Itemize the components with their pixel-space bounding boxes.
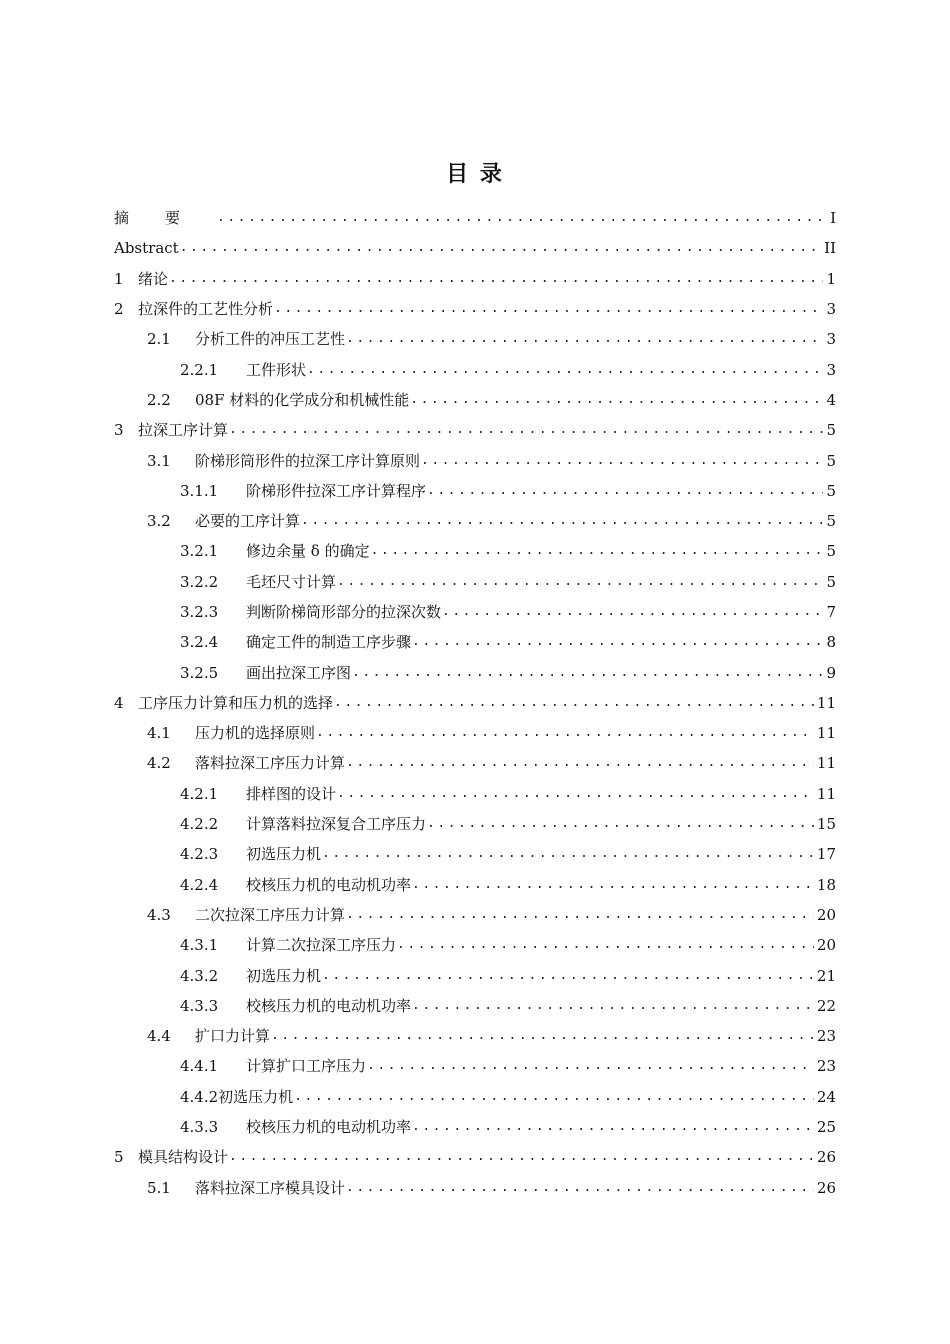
toc-entry-text: 拉深工序计算: [138, 421, 229, 440]
toc-entry-number: 3: [114, 421, 124, 440]
toc-entry-number: 3.2.4: [180, 633, 219, 652]
toc-entry-number: 4.2: [147, 754, 171, 773]
toc-entry-label: [180, 935, 396, 955]
toc-entry-text: 校核压力机的电动机功率: [246, 1118, 412, 1137]
toc-entry-number: 5.1: [147, 1178, 171, 1197]
toc-entry-label: [180, 814, 426, 834]
toc-dot-leader: [274, 299, 823, 319]
toc-entry[interactable]: [114, 627, 836, 657]
toc-dot-leader: [442, 602, 823, 622]
toc-entry-page: 25: [816, 1118, 836, 1137]
toc-entry-page: 9: [826, 663, 836, 682]
toc-entry-number: 4.2.4: [180, 875, 219, 894]
toc-entry-number: 4.4.2: [180, 1087, 219, 1106]
toc-entry-label: [147, 905, 345, 925]
toc-entry[interactable]: [114, 991, 836, 1021]
toc-entry-label: [147, 451, 420, 471]
toc-entry[interactable]: [114, 930, 836, 960]
toc-dot-leader: [412, 875, 814, 895]
toc-entry-page: I: [830, 209, 836, 228]
toc-entry-number: 5: [114, 1148, 124, 1167]
toc-entry-text: 08F 材料的化学成分和机械性能: [195, 390, 410, 409]
toc-dot-leader: [397, 935, 814, 955]
toc-dot-leader: [169, 269, 823, 289]
toc-entry[interactable]: [114, 264, 836, 294]
toc-entry[interactable]: [114, 1051, 836, 1081]
toc-entry-label: [114, 269, 168, 289]
toc-entry-number: 3.2.2: [180, 572, 219, 591]
toc-entry-text: 模具结构设计: [138, 1148, 229, 1167]
toc-entry-label: [147, 1178, 345, 1198]
toc-entry-text: 绪论: [138, 269, 169, 288]
toc-entry-page: 18: [816, 875, 836, 894]
toc-entry-page: 11: [816, 724, 836, 743]
toc-entry-label: [180, 602, 441, 622]
toc-entry-number: 1: [114, 269, 124, 288]
toc-entry-text: 确定工件的制造工序步骤: [246, 633, 412, 652]
toc-dot-leader: [427, 481, 823, 501]
toc-entry[interactable]: [114, 294, 836, 324]
toc-dot-leader: [217, 208, 827, 228]
toc-entry-label: [180, 632, 411, 652]
toc-entry-label: [180, 1056, 366, 1076]
toc-entry-number: 2: [114, 300, 124, 319]
toc-dot-leader: [337, 784, 814, 804]
toc-entry-number: 4.3.3: [180, 996, 219, 1015]
toc-entry-number: 4.2.1: [180, 784, 219, 803]
toc-entry-page: 24: [816, 1087, 836, 1106]
toc-dot-leader: [307, 360, 823, 380]
toc-entry[interactable]: [114, 1112, 836, 1142]
toc-entry-text: 阶梯形件拉深工序计算程序: [246, 481, 427, 500]
toc-dot-leader: [301, 511, 823, 531]
toc-entry-text: 初选压力机: [246, 845, 322, 864]
toc-dot-leader: [346, 905, 814, 925]
toc-dot-leader: [346, 1178, 814, 1198]
toc-dot-leader: [229, 420, 823, 440]
toc-entry-text: 计算二次拉深工序压力: [246, 936, 397, 955]
toc-entry-page: 20: [816, 905, 836, 924]
toc-entry-text: 拉深件的工艺性分析: [138, 300, 274, 319]
toc-entry-text: 初选压力机: [246, 966, 322, 985]
toc-entry-number: 2.2: [147, 390, 171, 409]
toc-entry-label: [114, 1147, 228, 1167]
toc-dot-leader: [412, 996, 814, 1016]
toc-entry-page: 5: [826, 512, 836, 531]
toc-entry-label: [180, 663, 351, 683]
toc-dot-leader: [427, 814, 814, 834]
toc-dot-leader: [412, 632, 823, 652]
toc-entry-page: 5: [826, 421, 836, 440]
toc-entry-page: 22: [816, 996, 836, 1015]
toc-entry-label: [147, 753, 345, 773]
toc-entry-page: 5: [826, 572, 836, 591]
toc-entry-page: 7: [826, 603, 836, 621]
toc-entry-text: 毛坯尺寸计算: [246, 572, 337, 591]
toc-dot-leader: [421, 451, 823, 471]
toc-entry-page: 26: [816, 1148, 836, 1167]
toc-entry-label: [180, 360, 306, 380]
toc-entry-number: 2.1: [147, 330, 171, 349]
toc-entry-number: 4.3: [147, 905, 171, 924]
toc-entry-label: [180, 784, 336, 804]
toc-entry[interactable]: [114, 324, 836, 354]
toc-dot-leader: [322, 844, 814, 864]
toc-entry-number: 3.2.3: [180, 603, 219, 621]
toc-entry-number: 3.2.1: [180, 542, 219, 561]
toc-entry-page: 11: [816, 754, 836, 773]
toc-entry[interactable]: [114, 536, 836, 566]
toc-entry-label: [147, 511, 300, 531]
toc-entry[interactable]: [114, 748, 836, 778]
toc-entry-number: 4.2.2: [180, 815, 219, 834]
toc-entry[interactable]: [114, 476, 836, 506]
toc-entry-label: [180, 1087, 293, 1107]
toc-entry-text: 校核压力机的电动机功率: [246, 875, 412, 894]
toc-entry-page: 20: [816, 936, 836, 955]
toc-entry[interactable]: [114, 809, 836, 839]
toc-entry[interactable]: [114, 354, 836, 384]
page-title: 目 录: [446, 161, 504, 187]
table-of-contents: [114, 203, 836, 1203]
toc-entry-text: 工件形状: [246, 360, 307, 379]
toc-entry-number: 3.2: [147, 512, 171, 531]
toc-entry[interactable]: [114, 233, 836, 263]
toc-entry[interactable]: [114, 567, 836, 597]
toc-entry-label: [147, 1026, 270, 1046]
toc-dot-leader: [322, 966, 814, 986]
toc-entry[interactable]: [114, 203, 836, 233]
toc-entry-label: [114, 299, 273, 319]
toc-entry-text: 扩口力计算: [195, 1027, 271, 1046]
toc-entry-label: [180, 1117, 411, 1137]
toc-entry-text: 落料拉深工序压力计算: [195, 754, 346, 773]
toc-entry-text: 二次拉深工序压力计算: [195, 905, 346, 924]
toc-entry-page: 5: [826, 542, 836, 561]
toc-entry-text: 落料拉深工序模具设计: [195, 1178, 346, 1197]
toc-entry-text: 摘要: [114, 209, 217, 228]
toc-entry[interactable]: [114, 1173, 836, 1203]
toc-entry-text: 判断阶梯筒形部分的拉深次数: [246, 603, 442, 621]
toc-entry-label: [180, 541, 370, 561]
toc-entry-page: 11: [816, 693, 836, 712]
toc-dot-leader: [334, 693, 814, 713]
toc-entry-number: 4.4.1: [180, 1057, 219, 1076]
toc-entry-label: [180, 875, 411, 895]
toc-entry-label: [114, 208, 216, 228]
toc-entry-number: 4.3.3: [180, 1118, 219, 1137]
toc-dot-leader: [229, 1147, 814, 1167]
toc-entry-label: [114, 693, 333, 713]
toc-entry-label: [147, 390, 409, 410]
toc-entry-number: 4.1: [147, 724, 171, 743]
toc-entry-page: 26: [816, 1178, 836, 1197]
toc-entry-page: 17: [816, 845, 836, 864]
toc-entry-label: [180, 844, 321, 864]
toc-entry-label: [180, 966, 321, 986]
toc-entry-page: 11: [816, 784, 836, 803]
toc-entry[interactable]: [114, 870, 836, 900]
toc-entry-page: 1: [826, 269, 836, 288]
toc-dot-leader: [346, 329, 823, 349]
toc-dot-leader: [271, 1026, 814, 1046]
toc-entry-number: 3.1: [147, 451, 171, 470]
toc-entry-text: Abstract: [114, 239, 179, 258]
toc-entry[interactable]: [114, 385, 836, 415]
toc-entry-page: 3: [826, 300, 836, 319]
toc-entry[interactable]: [114, 1142, 836, 1172]
toc-dot-leader: [410, 390, 823, 410]
toc-entry-number: 4.4: [147, 1027, 171, 1046]
toc-entry-page: 23: [816, 1027, 836, 1046]
toc-dot-leader: [294, 1087, 814, 1107]
toc-entry-page: 5: [826, 481, 836, 500]
toc-entry[interactable]: [114, 900, 836, 930]
toc-entry-page: 23: [816, 1057, 836, 1076]
toc-entry-page: 5: [826, 451, 836, 470]
toc-dot-leader: [412, 1117, 814, 1137]
toc-entry[interactable]: [114, 718, 836, 748]
toc-entry-text: 必要的工序计算: [195, 512, 301, 531]
toc-entry[interactable]: [114, 657, 836, 687]
toc-entry[interactable]: [114, 506, 836, 536]
toc-entry-label: [114, 420, 228, 440]
toc-entry-number: 4.3.1: [180, 936, 219, 955]
toc-entry[interactable]: [114, 1021, 836, 1051]
toc-entry-number: 4: [114, 693, 124, 712]
toc-entry-page: 3: [826, 360, 836, 379]
toc-entry-text: 排样图的设计: [246, 784, 337, 803]
toc-entry-page: 3: [826, 330, 836, 349]
toc-entry[interactable]: [114, 1082, 836, 1112]
toc-entry-label: [180, 481, 426, 501]
toc-dot-leader: [316, 723, 814, 743]
toc-entry-page: 15: [816, 815, 836, 834]
toc-entry-label: [180, 996, 411, 1016]
toc-entry-label: [114, 238, 179, 258]
toc-entry-text: 初选压力机: [218, 1087, 294, 1106]
toc-entry-text: 计算落料拉深复合工序压力: [246, 815, 427, 834]
toc-entry-text: 画出拉深工序图: [246, 663, 352, 682]
toc-entry-page: 4: [826, 390, 836, 409]
toc-entry[interactable]: [114, 960, 836, 990]
toc-entry[interactable]: [114, 688, 836, 718]
toc-entry-text: 校核压力机的电动机功率: [246, 996, 412, 1015]
toc-dot-leader: [352, 663, 823, 683]
toc-dot-leader: [346, 753, 814, 773]
toc-entry-text: 计算扩口工序压力: [246, 1057, 367, 1076]
toc-entry-number: 3.2.5: [180, 663, 219, 682]
toc-entry-label: [180, 572, 336, 592]
toc-entry[interactable]: [114, 839, 836, 869]
toc-entry-number: 4.2.3: [180, 845, 219, 864]
toc-entry-number: 3.1.1: [180, 481, 219, 500]
toc-dot-leader: [367, 1056, 814, 1076]
toc-entry-text: 阶梯形筒形件的拉深工序计算原则: [195, 451, 421, 470]
toc-entry-number: 4.3.2: [180, 966, 219, 985]
toc-dot-leader: [371, 541, 824, 561]
toc-entry[interactable]: [114, 445, 836, 475]
toc-entry-label: [147, 723, 315, 743]
toc-dot-leader: [337, 572, 823, 592]
toc-dot-leader: [180, 238, 821, 258]
toc-entry[interactable]: [114, 779, 836, 809]
toc-entry[interactable]: [114, 415, 836, 445]
toc-entry-text: 工序压力计算和压力机的选择: [138, 693, 334, 712]
toc-entry-page: 21: [816, 966, 836, 985]
toc-entry-page: 8: [826, 633, 836, 652]
toc-entry-page: II: [824, 239, 836, 258]
toc-entry-number: 2.2.1: [180, 360, 219, 379]
toc-entry-label: [147, 329, 345, 349]
toc-entry-text: 分析工件的冲压工艺性: [195, 330, 346, 349]
toc-entry[interactable]: [114, 597, 836, 627]
toc-entry-text: 压力机的选择原则: [195, 724, 316, 743]
toc-entry-text: 修边余量 δ 的确定: [246, 542, 370, 561]
